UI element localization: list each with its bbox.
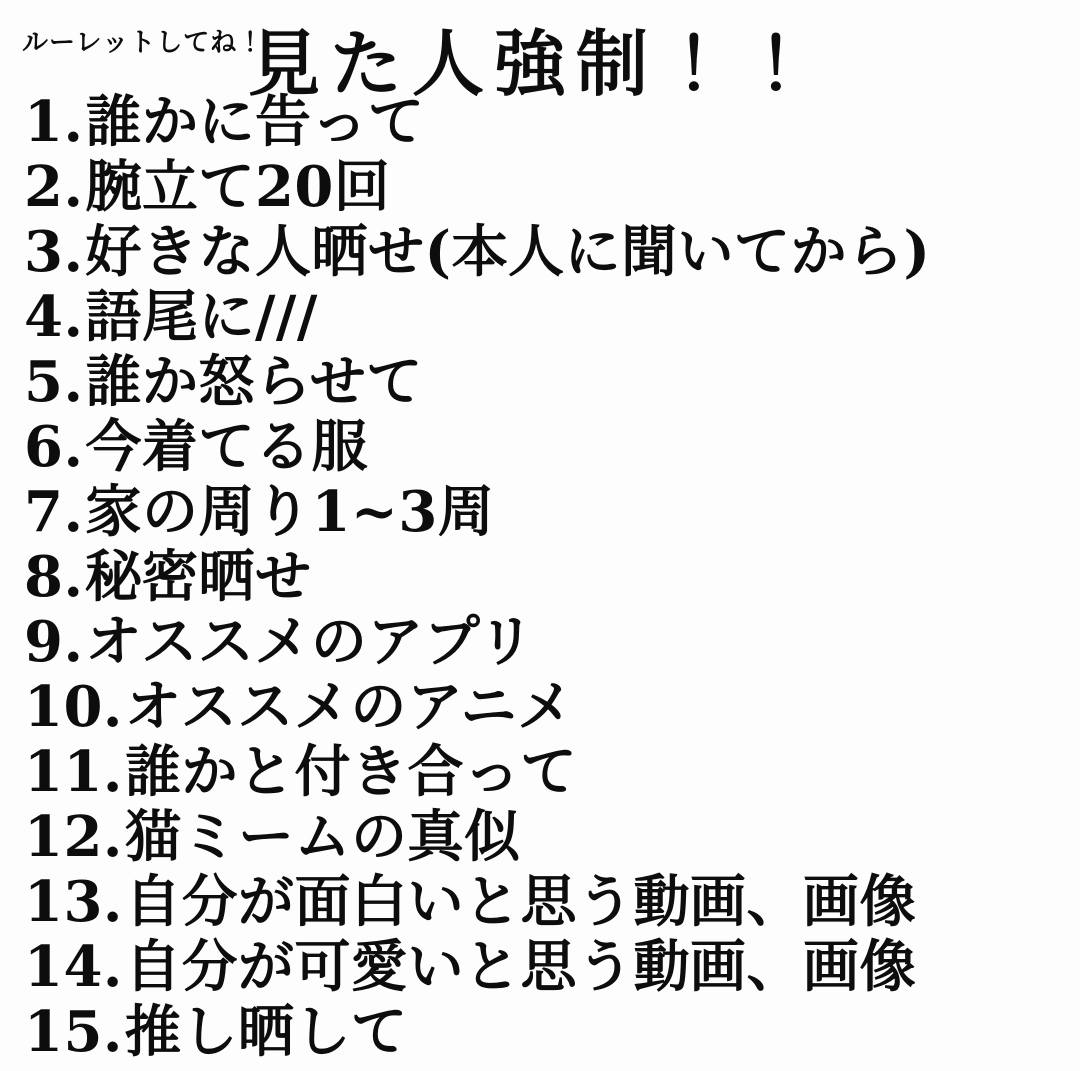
challenge-list: [24, 90, 1072, 1065]
list-item-number: 15.: [24, 999, 123, 1065]
list-item-label: 家の周り1~3周: [85, 479, 495, 545]
list-item-number: 8.: [24, 544, 84, 610]
list-item: [24, 155, 1072, 220]
list-item-label: オススメのアニメ: [124, 674, 574, 740]
list-item-number: 10.: [24, 674, 123, 740]
list-item-label: 秘密晒せ: [85, 544, 312, 610]
list-item-label: 誰か怒らせて: [85, 349, 423, 415]
list-item-number: 2.: [24, 154, 84, 220]
list-item: [24, 805, 1072, 870]
list-item-number: 12.: [24, 804, 123, 870]
list-item-number: 6.: [24, 414, 84, 480]
list-item: [24, 870, 1072, 935]
list-item: [24, 675, 1072, 740]
list-item-number: 1.: [24, 89, 84, 155]
list-item-label: 今着てる服: [85, 414, 368, 480]
list-item-number: 7.: [24, 479, 84, 545]
list-item: [24, 545, 1072, 610]
list-item-label: 語尾に///: [85, 284, 318, 350]
list-item-number: 5.: [24, 349, 84, 415]
list-item: [24, 740, 1072, 805]
list-item-number: 3.: [24, 219, 84, 285]
list-item: [24, 935, 1072, 1000]
list-item: [24, 220, 1072, 285]
header: [0, 0, 1080, 106]
list-item-label: 誰かと付き合って: [124, 739, 577, 805]
list-item-label: 自分が面白いと思う動画、画像: [124, 869, 916, 935]
list-item: [24, 1000, 1072, 1065]
list-item: [24, 285, 1072, 350]
list-item-number: 11.: [24, 739, 123, 805]
list-item-number: 14.: [24, 934, 123, 1000]
kicker-text: ルーレットしてね！: [22, 28, 265, 58]
list-item-label: 自分が可愛いと思う動画、画像: [124, 934, 916, 1000]
list-item-label: 猫ミームの真似: [124, 804, 521, 870]
list-item: [24, 610, 1072, 675]
list-item: [24, 90, 1072, 155]
list-item-label: 好きな人晒せ(本人に聞いてから): [85, 219, 931, 285]
list-item: [24, 415, 1072, 480]
list-item-label: 誰かに告って: [85, 89, 425, 155]
list-item-label: オススメのアプリ: [85, 609, 535, 675]
list-item-number: 13.: [24, 869, 123, 935]
list-item-label: 推し晒して: [124, 999, 408, 1065]
list-item: [24, 350, 1072, 415]
list-item: [24, 480, 1072, 545]
list-item-number: 4.: [24, 284, 84, 350]
page-title: 見た人強制！！: [248, 21, 823, 106]
list-item-number: 9.: [24, 609, 84, 675]
list-item-label: 腕立て20回: [85, 154, 391, 220]
